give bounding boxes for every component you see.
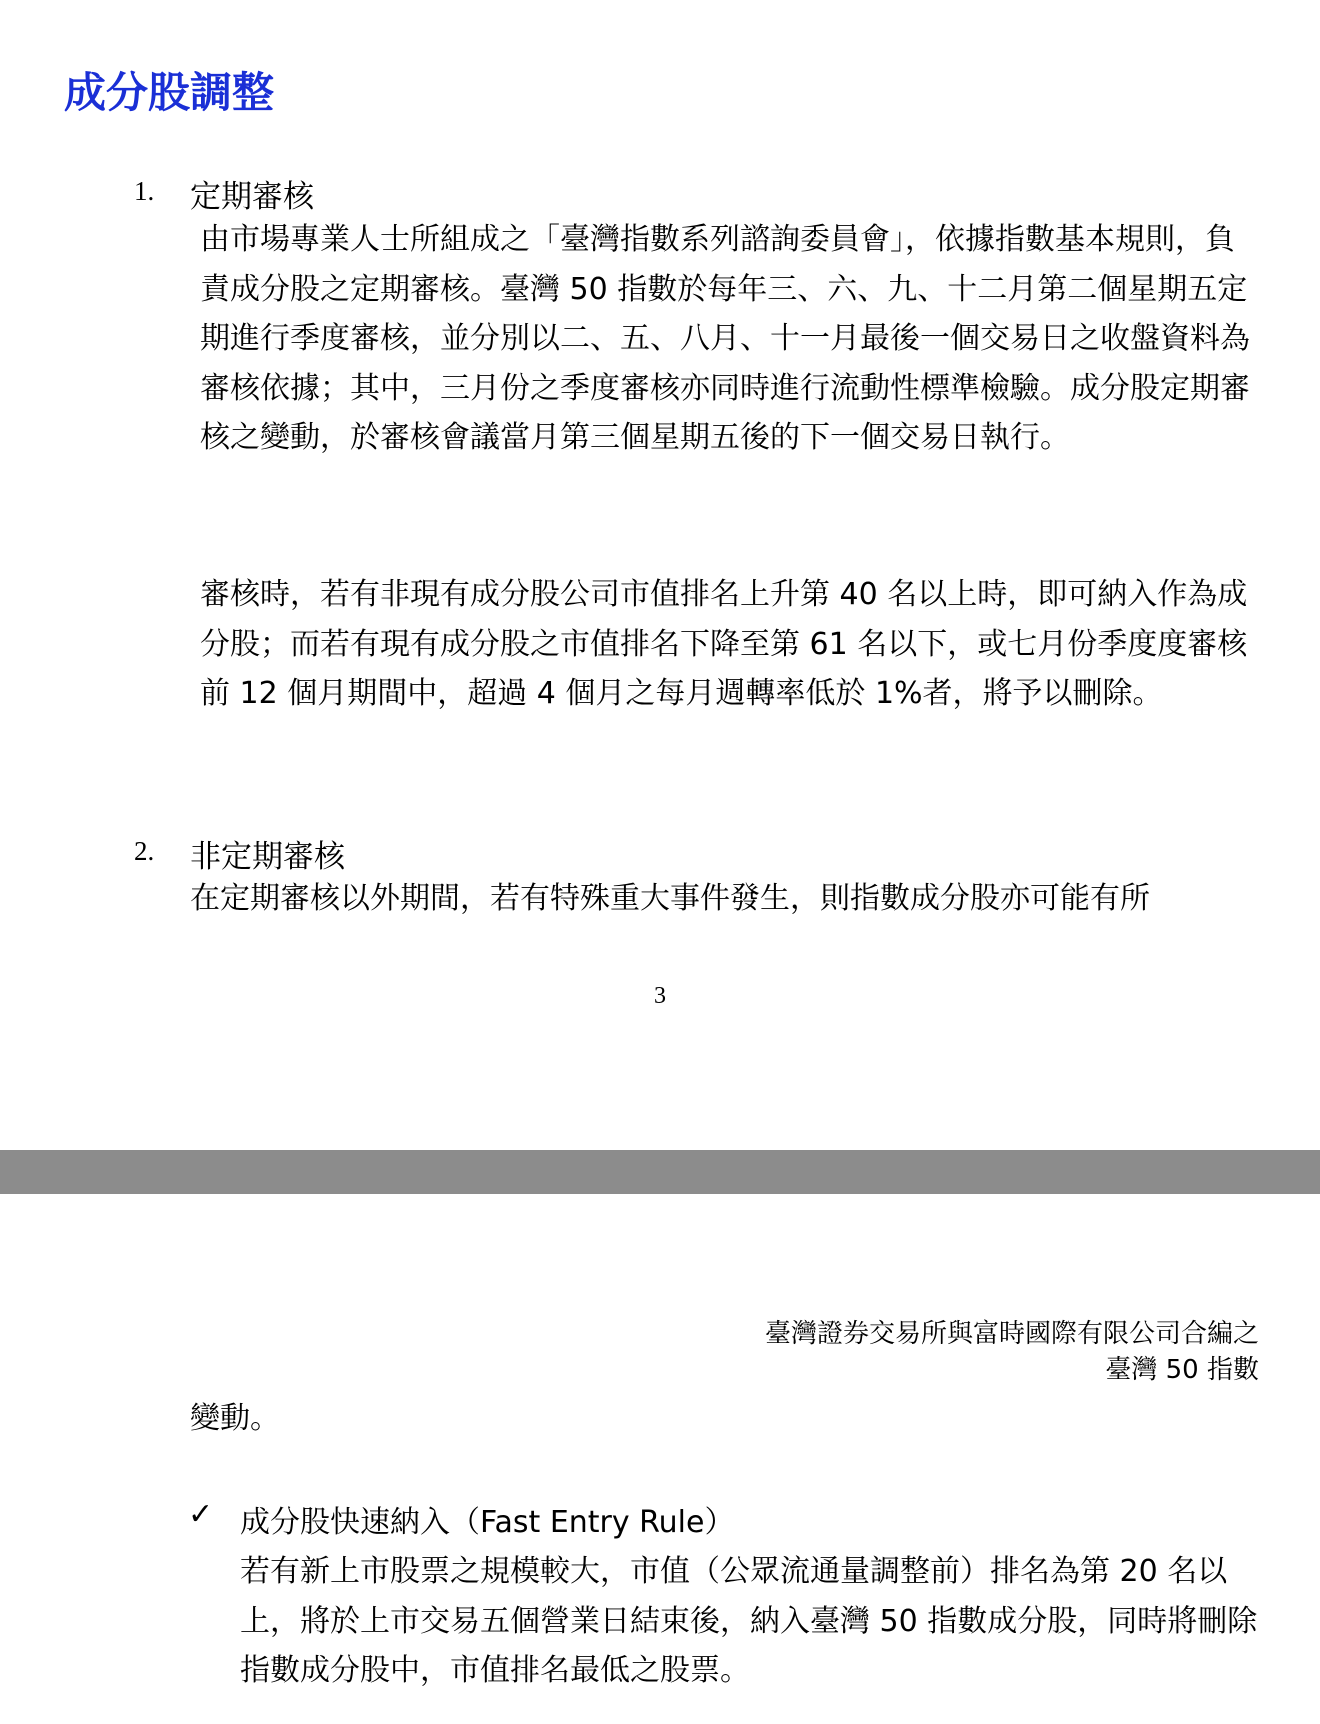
- item-2-number: 2.: [134, 836, 155, 866]
- continuation-text: 變動。: [190, 1401, 280, 1436]
- item-1-paragraph-1: 由市場專業人士所組成之「臺灣指數系列諮詢委員會」，依據指數基本規則，負責成分股之定期審核。臺灣 50 指數於每年三、六、九、十二月第二個星期五定期進行季度審核，並分別以二、五、八月、十一月最後一個交易日之收盤資料為審核依據；其中，三月份之季度審核亦同時進行流動性標準檢驗。成分股定期審核之變動，於審核會議當月第三個星期五後的下一個交易日執行。: [200, 222, 1250, 455]
- item-1-paragraph-2: 審核時，若有非現有成分股公司市值排名上升第 40 名以上時，即可納入作為成分股；而若有現有成分股之市值排名下降至第 61 名以下，或七月份季度度審核前 12 個月期間中，超過 4 個月之每月週轉率低於 1%者，將予以刪除。: [200, 577, 1248, 711]
- checkmark-icon: ✓: [188, 1497, 214, 1532]
- bullet-heading: 成分股快速納入（Fast Entry Rule）: [240, 1505, 735, 1540]
- page-divider: [0, 1150, 1320, 1194]
- item-2-paragraph: 在定期審核以外期間，若有特殊重大事件發生，則指數成分股亦可能有所: [190, 881, 1150, 916]
- item-2-heading: 非定期審核: [190, 839, 345, 875]
- running-header-line-2: 臺灣 50 指數: [1105, 1355, 1259, 1385]
- running-header-line-1: 臺灣證券交易所與富時國際有限公司合編之: [764, 1319, 1259, 1349]
- item-1-number: 1.: [134, 176, 155, 206]
- item-1-heading: 定期審核: [190, 179, 314, 215]
- page-title: 成分股調整: [64, 68, 275, 117]
- page-number: 3: [654, 983, 666, 1009]
- bullet-text: 若有新上市股票之規模較大，市值（公眾流通量調整前）排名為第 20 名以上，將於上市交易五個營業日結束後，納入臺灣 50 指數成分股，同時將刪除指數成分股中，市值排名最低之股票。: [240, 1554, 1258, 1688]
